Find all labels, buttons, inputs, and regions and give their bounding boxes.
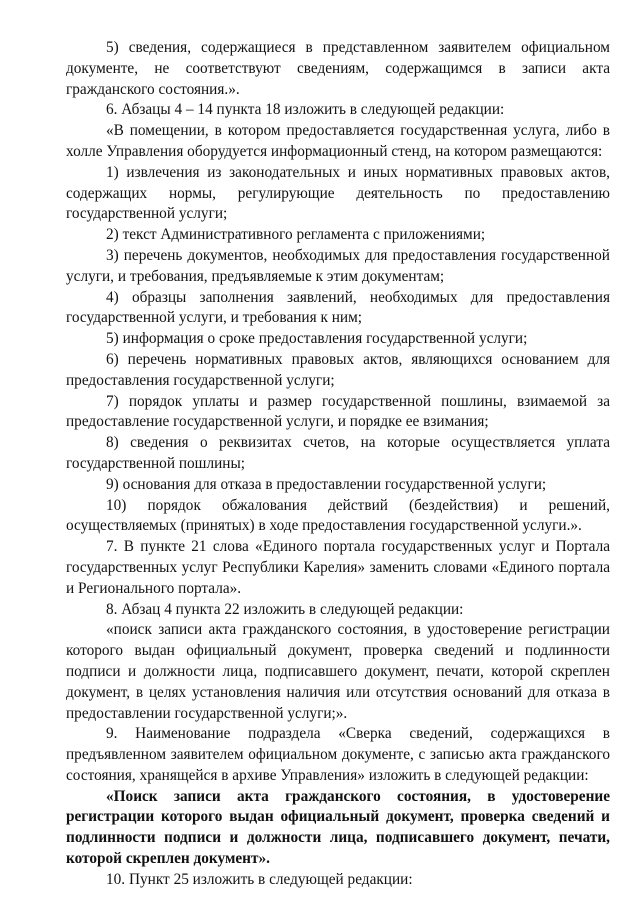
paragraph-list-item-8: 8) сведения о реквизитах счетов, на которые осуществляется уплата государственной пошлины; bbox=[66, 434, 610, 472]
paragraph-amendment-10: 10. Пункт 25 изложить в следующей редакции: bbox=[106, 870, 413, 888]
paragraph-list-item-9: 9) основания для отказа в предоставлении государственной услуги; bbox=[106, 475, 547, 493]
paragraph-amendment-9: 9. Наименование подраздела «Сверка сведений, содержащихся в предъявленном заявителем официальном документе, с записью акта гражданского состояния, хранящейся в архиве Управления» изложить в следующей редакции: bbox=[66, 725, 610, 784]
paragraph-list-item-2: 2) текст Административного регламента с приложениями; bbox=[106, 226, 486, 244]
paragraph-record-search: «поиск записи акта гражданского состояния, в удостоверение регистрации которого выдан официальный документ, проверка сведений и подлинности подписи и должности лица, подписавшего документ, печати, которой скреплен документ, в целях установления наличия или отсутствия оснований для отказа в предоставлении государственной услуги;». bbox=[66, 621, 610, 722]
paragraph-list-item-3: 3) перечень документов, необходимых для предоставления государственной услуги, и требования, предъявляемые к этим документам; bbox=[66, 246, 610, 285]
paragraph-info-stand: «В помещении, в котором предоставляется государственная услуга, либо в холле Управления оборудуется информационный стенд, на котором размещаются: bbox=[66, 122, 610, 160]
paragraph-list-item-1: 1) извлечения из законодательных и иных нормативных правовых актов, содержащих нормы, регулирующие деятельность по предоставлению государственной услуги; bbox=[66, 163, 610, 223]
paragraph-list-item-5: 5) информация о сроке предоставления государственной услуги; bbox=[106, 330, 528, 348]
paragraph-list-item-10: 10) порядок обжалования действий (бездействия) и решений, осуществляемых (принятых) в ходе предоставления государственной услуги.». bbox=[66, 496, 610, 535]
document-page bbox=[66, 38, 610, 891]
paragraph-amendment-6: 6. Абзацы 4 – 14 пункта 18 изложить в следующей редакции: bbox=[106, 101, 505, 119]
paragraph-list-item-4: 4) образцы заполнения заявлений, необходимых для предоставления государственной услуги, и требования к ним; bbox=[66, 288, 610, 327]
paragraph-list-item-7: 7) порядок уплаты и размер государственной пошлины, взимаемой за предоставление государственной услуги, и порядке ее взимания; bbox=[66, 392, 610, 431]
paragraph-new-subsection-title: «Поиск записи акта гражданского состояния, в удостоверение регистрации которого выдан официальный документ, проверка сведений и подлинности подписи и должности лица, подписавшего документ, печати, которой скреплен документ». bbox=[66, 787, 610, 868]
paragraph-amendment-7: 7. В пункте 21 слова «Единого портала государственных услуг и Портала государственных услуг Республики Карелия» заменить словами «Единого портала и Регионального портала». bbox=[66, 538, 610, 597]
paragraph-amendment-8: 8. Абзац 4 пункта 22 изложить в следующей редакции: bbox=[106, 600, 464, 618]
paragraph-item-5-inconsistent-info: 5) сведения, содержащиеся в представленном заявителем официальном документе, не соответствуют сведениям, содержащимся в записи акта гражданского состояния.». bbox=[66, 39, 610, 98]
paragraph-list-item-6: 6) перечень нормативных правовых актов, являющихся основанием для предоставления государственной услуги; bbox=[66, 350, 610, 389]
